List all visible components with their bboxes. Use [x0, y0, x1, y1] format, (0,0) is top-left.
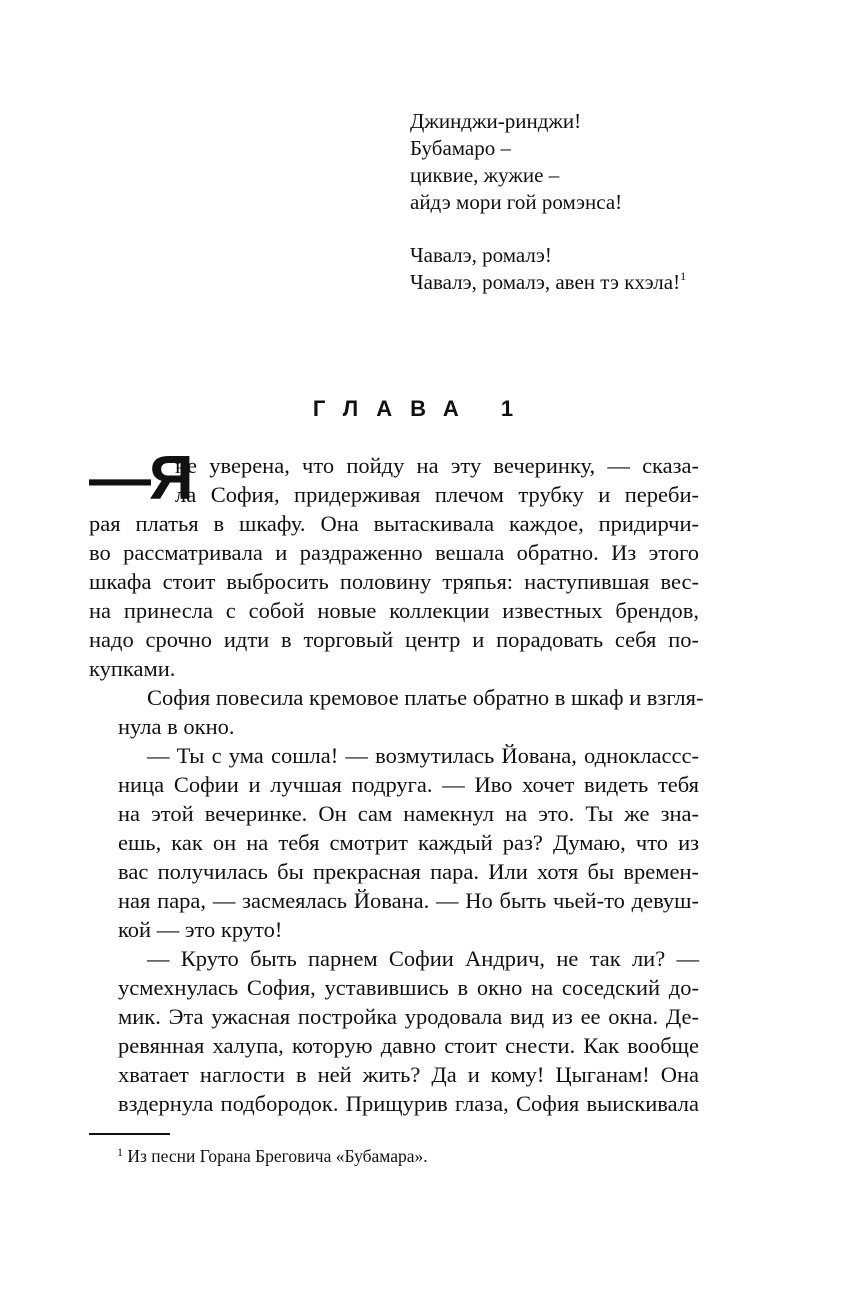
text-line: во рассматривала и раздраженно вешала обратно. Из этого [89, 540, 699, 565]
text-line: ревянная халупа, которую давно стоит снести. Как вообще [118, 1033, 699, 1058]
chapter-title: ГЛАВА 1 [312, 396, 532, 421]
footnote [117, 1144, 428, 1168]
text-line: вздернула подбородок. Прищурив глаза, София выискивала [118, 1091, 699, 1116]
epigraph-line: Джинджи-ринджи! [410, 109, 582, 133]
paragraph-1 [89, 451, 699, 683]
text-line: вас получилась бы прекрасная пара. Или хотя бы времен- [118, 859, 699, 884]
footnote-text: Из песни Горана Бреговича «Бубамара». [127, 1146, 428, 1166]
footnote-marker: 1 [117, 1145, 123, 1159]
drop-cap-letter: Я [149, 444, 192, 513]
epigraph-stanza-1 [410, 108, 686, 216]
text-line: усмехнулась София, уставившись в окно на соседский до- [118, 975, 699, 1000]
text-line: — Ты с ума сошла! — возмутилась Йована, одноклассс- [147, 743, 699, 768]
text-line: не уверена, что пойду на эту вечеринку, — сказа- [175, 453, 699, 478]
epigraph-line [410, 269, 686, 296]
paragraph-3 [89, 741, 699, 944]
text-line: кой — это круто! [118, 917, 283, 942]
drop-cap-dash: — [89, 444, 149, 513]
text-line: нула в окно. [118, 714, 235, 739]
epigraph [410, 108, 686, 296]
text-line: — Круто быть парнем Софии Андрич, не так ли? — [147, 946, 699, 971]
text-line: надо срочно идти в торговый центр и порадовать себя по- [89, 627, 699, 652]
text-line: ница Софии и лучшая подруга. — Иво хочет видеть тебя [118, 772, 699, 797]
text-line: шкафа стоит выбросить половину тряпья: наступившая вес- [89, 569, 699, 594]
paragraph-2 [89, 683, 704, 741]
paragraph-4 [89, 944, 699, 1118]
text-line: мик. Эта ужасная постройка уродовала вид из ее окна. Де- [118, 1004, 699, 1029]
text-line: на этой вечеринке. Он сам намекнул на это. Ты же зна- [118, 801, 699, 826]
footnote-reference[interactable]: 1 [680, 269, 687, 283]
text-line: купками. [89, 656, 176, 681]
text-line: ная пара, — засмеялась Йована. — Но быть чьей-то девуш- [118, 888, 699, 913]
epigraph-line: Чавалэ, ромалэ! [410, 243, 552, 267]
footnote-divider [89, 1133, 170, 1135]
text-line: хватает наглости в ней жить? Да и кому! Цыганам! Она [118, 1062, 699, 1087]
chapter-body [89, 451, 704, 1118]
text-line: на принесла с собой новые коллекции известных брендов, [89, 598, 699, 623]
epigraph-line: айдэ мори гой ромэнса! [410, 190, 623, 214]
epigraph-line-text: Чавалэ, ромалэ, авен тэ кхэла! [410, 270, 681, 294]
epigraph-line: Бубамаро – [410, 136, 511, 160]
epigraph-line: циквие, жужие – [410, 163, 560, 187]
epigraph-stanza-2 [410, 242, 686, 296]
text-line: ешь, как он на тебя смотрит каждый раз? Думаю, что из [118, 830, 699, 855]
text-line: София повесила кремовое платье обратно в шкаф и взгля- [147, 685, 704, 710]
text-line: рая платья в шкафу. Она вытаскивала каждое, придирчи- [89, 511, 699, 536]
text-line: ла София, придерживая плечом трубку и переби- [175, 482, 699, 507]
